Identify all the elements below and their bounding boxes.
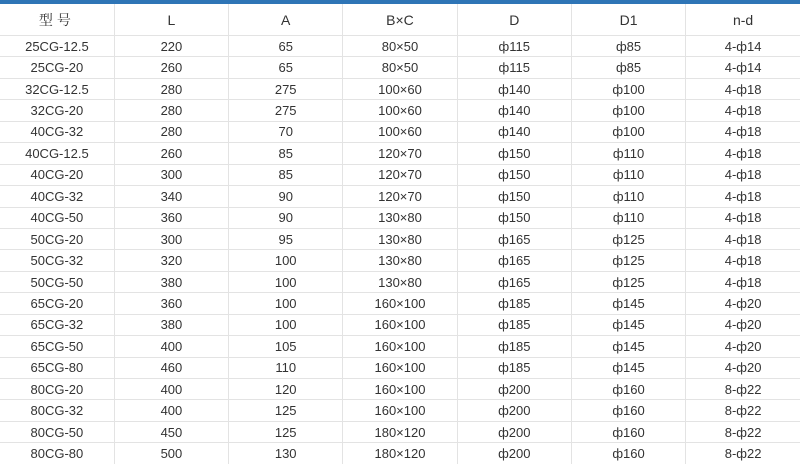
column-header-a: A [229,4,343,36]
cell-bxc: 160×100 [343,379,457,400]
cell-l: 360 [114,293,228,314]
cell-nd: 4-ф18 [686,164,800,185]
cell-model: 50CG-32 [0,250,114,271]
cell-l: 300 [114,228,228,249]
cell-model: 80CG-80 [0,443,114,464]
cell-nd: 4-ф18 [686,78,800,99]
cell-l: 280 [114,100,228,121]
cell-bxc: 160×100 [343,357,457,378]
column-header-bxc: B×C [343,4,457,36]
cell-l: 280 [114,121,228,142]
cell-d1: ф110 [571,207,685,228]
cell-d: ф185 [457,357,571,378]
cell-d1: ф85 [571,57,685,78]
cell-model: 40CG-50 [0,207,114,228]
cell-nd: 4-ф18 [686,250,800,271]
cell-bxc: 160×100 [343,314,457,335]
table-row [0,443,800,464]
cell-d1: ф160 [571,443,685,464]
cell-d1: ф145 [571,357,685,378]
cell-d1: ф145 [571,336,685,357]
cell-d1: ф125 [571,250,685,271]
table-row [0,36,800,57]
cell-d1: ф100 [571,78,685,99]
cell-d: ф140 [457,121,571,142]
cell-nd: 8-ф22 [686,421,800,442]
cell-bxc: 100×60 [343,78,457,99]
cell-bxc: 180×120 [343,421,457,442]
cell-l: 340 [114,186,228,207]
table-row [0,379,800,400]
cell-d: ф140 [457,78,571,99]
cell-d1: ф85 [571,36,685,57]
cell-bxc: 100×60 [343,100,457,121]
table-row [0,100,800,121]
table-row [0,186,800,207]
column-header-d: D [457,4,571,36]
cell-bxc: 160×100 [343,293,457,314]
table-header [0,4,800,36]
cell-d: ф200 [457,379,571,400]
cell-bxc: 130×80 [343,207,457,228]
cell-a: 90 [229,186,343,207]
cell-a: 65 [229,57,343,78]
cell-model: 25CG-12.5 [0,36,114,57]
cell-d1: ф110 [571,164,685,185]
cell-d: ф185 [457,336,571,357]
cell-d: ф165 [457,250,571,271]
cell-model: 40CG-12.5 [0,143,114,164]
cell-nd: 4-ф20 [686,293,800,314]
cell-l: 500 [114,443,228,464]
cell-bxc: 160×100 [343,400,457,421]
cell-nd: 4-ф18 [686,207,800,228]
cell-a: 105 [229,336,343,357]
cell-d1: ф160 [571,421,685,442]
table-row [0,400,800,421]
header-row [0,4,800,36]
cell-d1: ф125 [571,228,685,249]
cell-nd: 4-ф20 [686,357,800,378]
table-row [0,78,800,99]
cell-nd: 4-ф18 [686,100,800,121]
cell-a: 120 [229,379,343,400]
cell-d: ф185 [457,293,571,314]
cell-d: ф115 [457,57,571,78]
cell-bxc: 80×50 [343,57,457,78]
cell-a: 125 [229,400,343,421]
cell-nd: 4-ф20 [686,336,800,357]
cell-a: 70 [229,121,343,142]
cell-a: 100 [229,293,343,314]
table-row [0,57,800,78]
cell-a: 125 [229,421,343,442]
cell-l: 460 [114,357,228,378]
column-header-l: L [114,4,228,36]
cell-bxc: 160×100 [343,336,457,357]
cell-model: 32CG-12.5 [0,78,114,99]
cell-l: 400 [114,400,228,421]
cell-model: 80CG-50 [0,421,114,442]
cell-d1: ф110 [571,186,685,207]
cell-bxc: 120×70 [343,164,457,185]
cell-model: 40CG-32 [0,186,114,207]
table-row [0,164,800,185]
cell-a: 85 [229,143,343,164]
cell-bxc: 100×60 [343,121,457,142]
table-row [0,314,800,335]
cell-a: 90 [229,207,343,228]
cell-nd: 4-ф18 [686,121,800,142]
cell-d: ф150 [457,143,571,164]
cell-l: 400 [114,336,228,357]
table-row [0,357,800,378]
cell-a: 130 [229,443,343,464]
cell-d1: ф100 [571,121,685,142]
table-row [0,121,800,142]
table-row [0,271,800,292]
table-row [0,250,800,271]
cell-model: 25CG-20 [0,57,114,78]
cell-model: 40CG-32 [0,121,114,142]
cell-model: 65CG-80 [0,357,114,378]
cell-bxc: 80×50 [343,36,457,57]
cell-bxc: 130×80 [343,250,457,271]
cell-model: 50CG-20 [0,228,114,249]
table-row [0,293,800,314]
cell-d: ф150 [457,207,571,228]
cell-d: ф150 [457,186,571,207]
cell-a: 65 [229,36,343,57]
cell-d: ф165 [457,271,571,292]
column-header-d1: D1 [571,4,685,36]
cell-model: 65CG-20 [0,293,114,314]
cell-bxc: 120×70 [343,186,457,207]
cell-bxc: 180×120 [343,443,457,464]
cell-d: ф200 [457,443,571,464]
cell-model: 80CG-32 [0,400,114,421]
cell-model: 65CG-32 [0,314,114,335]
table-row [0,143,800,164]
column-header-nd: n-d [686,4,800,36]
cell-d: ф140 [457,100,571,121]
cell-bxc: 130×80 [343,271,457,292]
cell-d1: ф160 [571,400,685,421]
cell-d: ф150 [457,164,571,185]
cell-l: 260 [114,143,228,164]
cell-d1: ф160 [571,379,685,400]
cell-bxc: 120×70 [343,143,457,164]
cell-a: 110 [229,357,343,378]
cell-l: 360 [114,207,228,228]
cell-nd: 4-ф14 [686,57,800,78]
cell-l: 220 [114,36,228,57]
cell-d: ф185 [457,314,571,335]
column-header-model: 型号 [0,4,114,36]
cell-d: ф200 [457,421,571,442]
cell-d1: ф145 [571,293,685,314]
cell-model: 50CG-50 [0,271,114,292]
cell-nd: 4-ф18 [686,143,800,164]
cell-nd: 4-ф14 [686,36,800,57]
cell-nd: 4-ф20 [686,314,800,335]
cell-d1: ф100 [571,100,685,121]
cell-model: 80CG-20 [0,379,114,400]
cell-nd: 4-ф18 [686,271,800,292]
cell-d1: ф145 [571,314,685,335]
table-row [0,336,800,357]
cell-nd: 4-ф18 [686,186,800,207]
cell-a: 100 [229,314,343,335]
cell-model: 65CG-50 [0,336,114,357]
cell-l: 320 [114,250,228,271]
cell-l: 280 [114,78,228,99]
table-row [0,228,800,249]
cell-d: ф200 [457,400,571,421]
table-body [0,36,800,464]
cell-l: 260 [114,57,228,78]
cell-a: 95 [229,228,343,249]
cell-l: 380 [114,271,228,292]
cell-a: 275 [229,78,343,99]
table-row [0,421,800,442]
cell-l: 300 [114,164,228,185]
cell-d: ф115 [457,36,571,57]
cell-a: 100 [229,271,343,292]
cell-nd: 4-ф18 [686,228,800,249]
cell-bxc: 130×80 [343,228,457,249]
cell-d1: ф125 [571,271,685,292]
cell-a: 85 [229,164,343,185]
cell-a: 275 [229,100,343,121]
cell-a: 100 [229,250,343,271]
cell-l: 400 [114,379,228,400]
cell-model: 32CG-20 [0,100,114,121]
cell-d: ф165 [457,228,571,249]
cell-nd: 8-ф22 [686,443,800,464]
cell-l: 450 [114,421,228,442]
cell-d1: ф110 [571,143,685,164]
spec-table [0,4,800,464]
table-row [0,207,800,228]
cell-nd: 8-ф22 [686,400,800,421]
cell-nd: 8-ф22 [686,379,800,400]
cell-model: 40CG-20 [0,164,114,185]
cell-l: 380 [114,314,228,335]
